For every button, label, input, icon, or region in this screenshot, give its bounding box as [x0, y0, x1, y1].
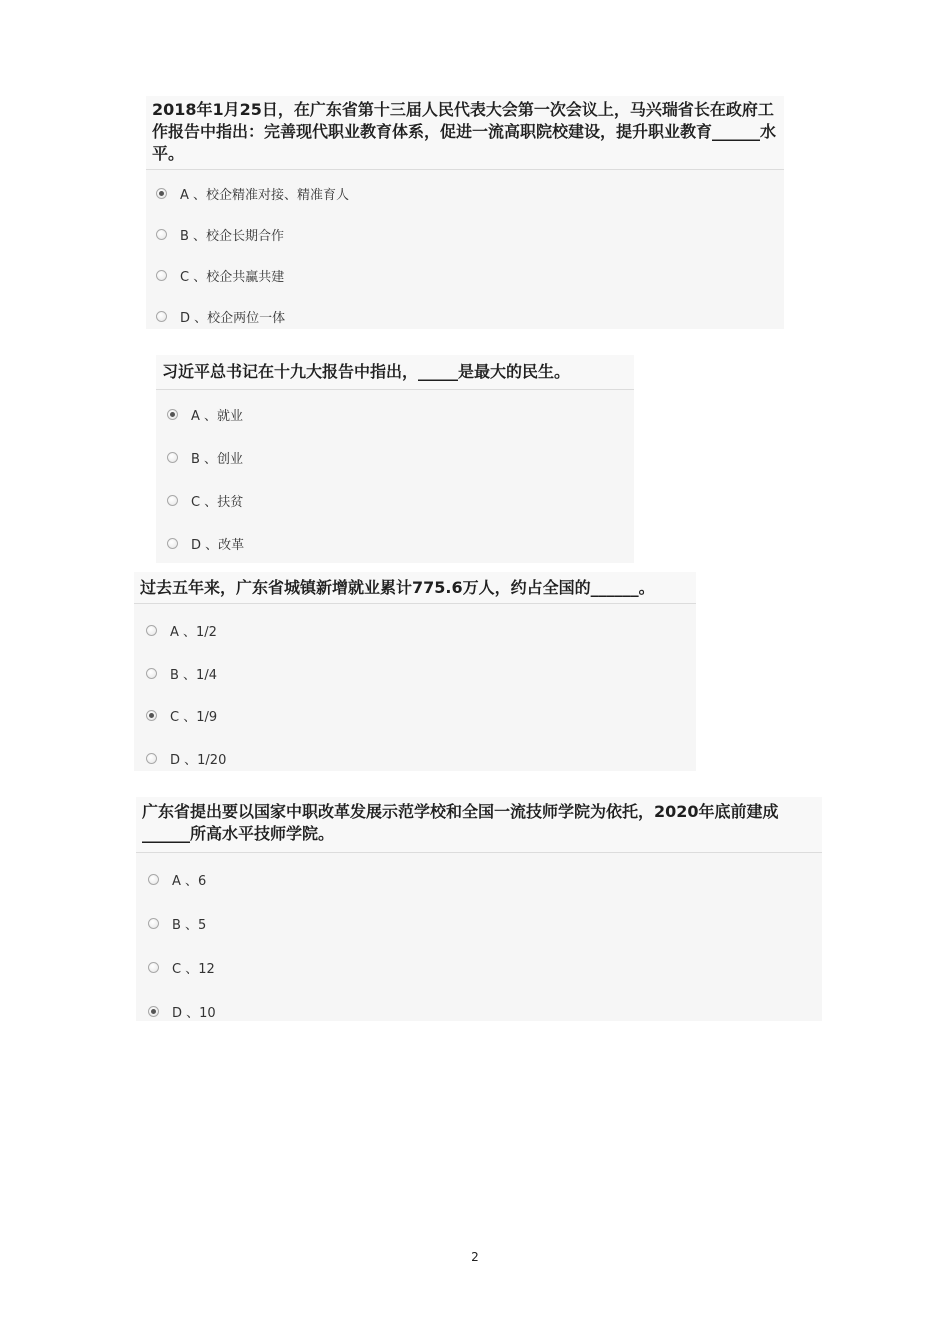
question-title: 广东省提出要以国家中职改革发展示范学校和全国一流技师学院为依托，2020年底前建成______所高水平技师学院。: [136, 797, 822, 853]
option-b[interactable]: [156, 225, 284, 244]
radio-button[interactable]: [146, 625, 157, 636]
radio-button[interactable]: [148, 918, 159, 929]
option-label: A 、6: [172, 874, 207, 889]
option-label: A 、校企精准对接、精准育人: [180, 188, 350, 203]
question-title: 2018年1月25日，在广东省第十三届人民代表大会第一次会议上，马兴瑞省长在政府工作报告中指出：完善现代职业教育体系，促进一流高职院校建设，提升职业教育______水平。: [146, 96, 784, 170]
radio-button[interactable]: [167, 538, 178, 549]
radio-button[interactable]: [167, 495, 178, 506]
option-label: C 、校企共赢共建: [180, 270, 285, 285]
option-label: D 、校企两位一体: [180, 311, 286, 326]
option-label: D 、改革: [191, 538, 245, 553]
option-a[interactable]: [167, 405, 243, 424]
option-d[interactable]: [156, 307, 285, 326]
option-label: D 、1/20: [170, 753, 227, 768]
option-d[interactable]: [148, 1002, 216, 1021]
radio-button[interactable]: [148, 874, 159, 885]
question-card-2: [156, 355, 634, 563]
question-title: 过去五年来，广东省城镇新增就业累计775.6万人，约占全国的______。: [134, 572, 696, 604]
page-number: 2: [471, 1250, 479, 1264]
option-label: A 、就业: [191, 409, 244, 424]
option-c[interactable]: [146, 706, 217, 725]
option-b[interactable]: [148, 914, 206, 933]
option-b[interactable]: [167, 448, 243, 467]
option-label: C 、扶贫: [191, 495, 244, 510]
option-label: B 、创业: [191, 452, 244, 467]
option-a[interactable]: [146, 621, 217, 640]
option-c[interactable]: [148, 958, 215, 977]
radio-button[interactable]: [146, 753, 157, 764]
option-label: A 、1/2: [170, 625, 217, 640]
option-label: B 、1/4: [170, 668, 217, 683]
radio-button[interactable]: [146, 668, 157, 679]
option-b[interactable]: [146, 664, 217, 683]
radio-button[interactable]: [156, 311, 167, 322]
option-label: B 、5: [172, 918, 207, 933]
radio-button[interactable]: [156, 270, 167, 281]
radio-button[interactable]: [167, 452, 178, 463]
question-title: 习近平总书记在十九大报告中指出，_____是最大的民生。: [156, 355, 634, 390]
radio-button[interactable]: [148, 1006, 159, 1017]
option-a[interactable]: [148, 870, 206, 889]
option-d[interactable]: [146, 749, 226, 768]
option-label: C 、1/9: [170, 710, 218, 725]
option-d[interactable]: [167, 534, 244, 553]
question-card-1: [146, 96, 784, 329]
radio-button[interactable]: [146, 710, 157, 721]
option-a[interactable]: [156, 184, 349, 203]
question-card-4: [136, 797, 822, 1021]
option-label: B 、校企长期合作: [180, 229, 285, 244]
option-c[interactable]: [167, 491, 243, 510]
option-c[interactable]: [156, 266, 284, 285]
option-label: D 、10: [172, 1006, 216, 1021]
option-label: C 、12: [172, 962, 215, 977]
question-card-3: [134, 572, 696, 771]
radio-button[interactable]: [156, 229, 167, 240]
radio-button[interactable]: [148, 962, 159, 973]
radio-button[interactable]: [156, 188, 167, 199]
radio-button[interactable]: [167, 409, 178, 420]
